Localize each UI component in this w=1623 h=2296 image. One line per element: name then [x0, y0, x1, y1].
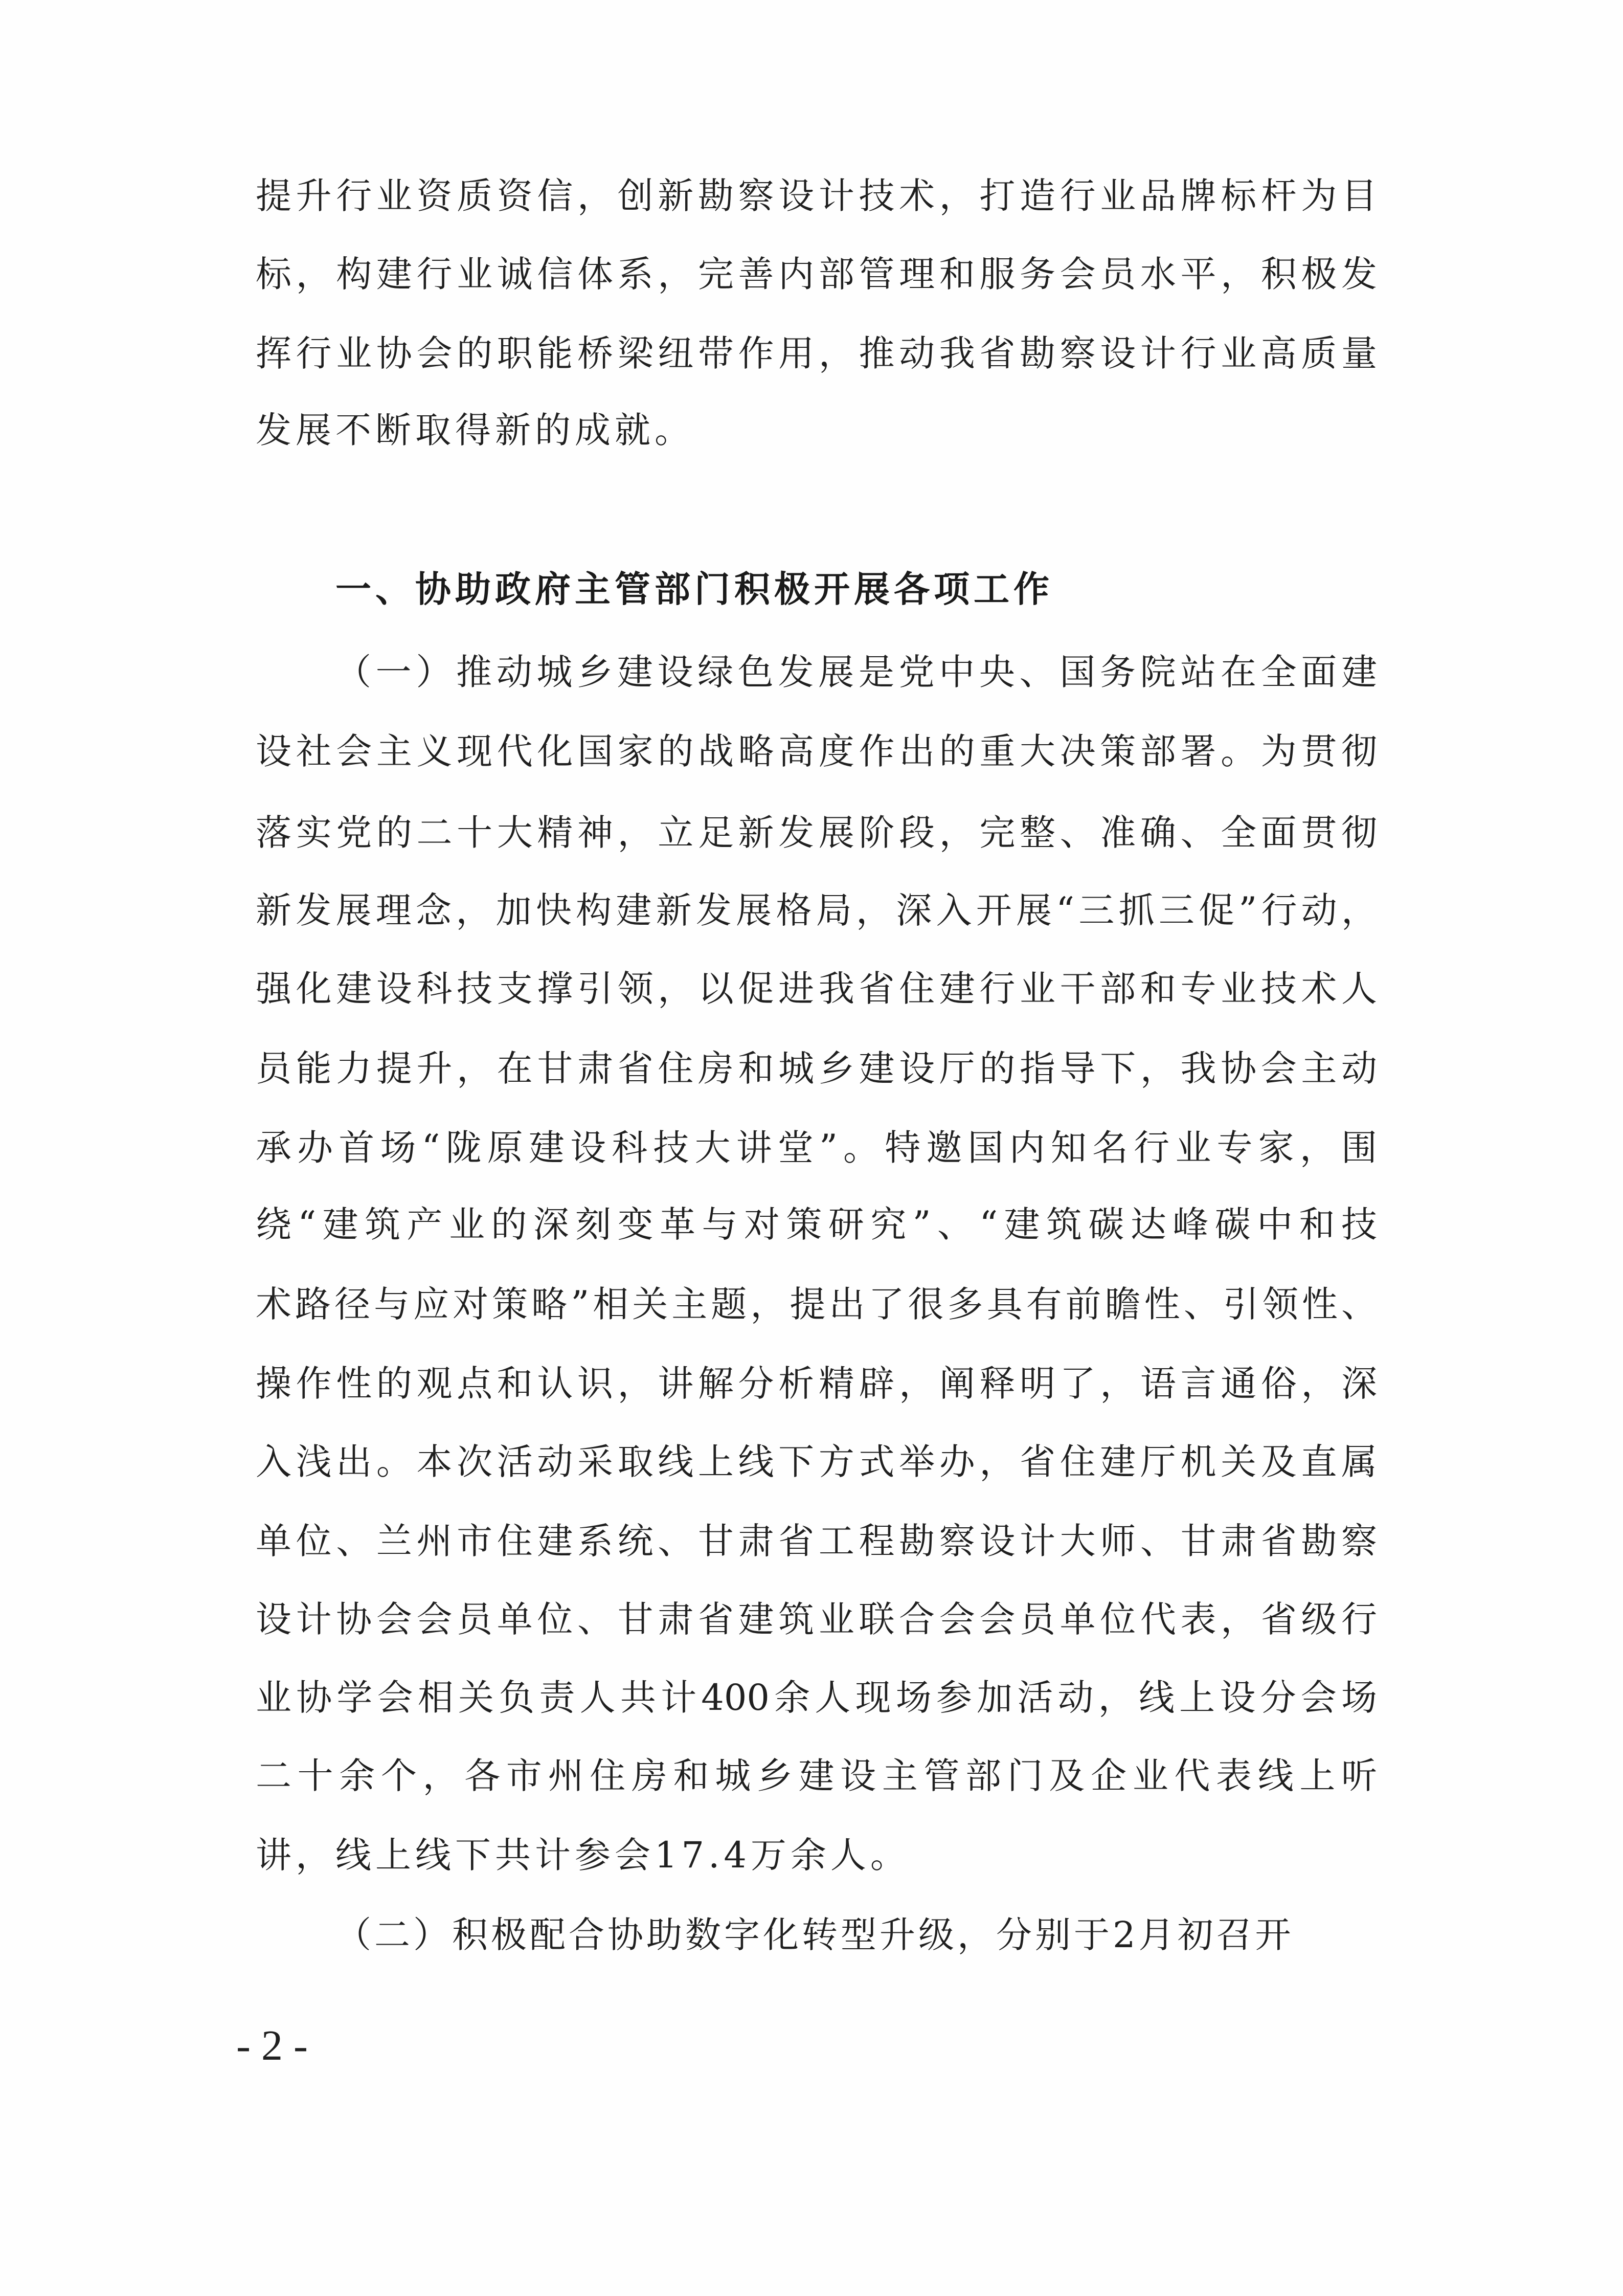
body-text-line: 标，构建行业诚信体系，完善内部管理和服务会员水平，积极发 — [256, 253, 1377, 295]
body-text-line: 操作性的观点和认识，讲解分析精辟，阐释明了，语言通俗，深 — [256, 1363, 1377, 1405]
body-text-line: 单位、兰州市住建系统、甘肃省工程勘察设计大师、甘肃省勘察 — [256, 1520, 1377, 1562]
body-text-line: 二十余个，各市州住房和城乡建设主管部门及企业代表线上听 — [256, 1755, 1377, 1797]
body-text-line: 员能力提升，在甘肃省住房和城乡建设厅的指导下，我协会主动 — [256, 1047, 1377, 1089]
body-text-line: 提升行业资质资信，创新勘察设计技术，打造行业品牌标杆为目 — [256, 175, 1377, 217]
body-text-line: 业协学会相关负责人共计400余人现场参加活动，线上设分会场 — [256, 1677, 1377, 1719]
body-text-line: 术路径与应对策略”相关主题，提出了很多具有前瞻性、引领性、 — [256, 1283, 1377, 1325]
body-text-line: 绕“建筑产业的深刻变革与对策研究”、“建筑碳达峰碳中和技 — [256, 1203, 1377, 1245]
body-text-line: （一）推动城乡建设绿色发展是党中央、国务院站在全面建 — [335, 651, 1377, 693]
body-text-line: 发展不断取得新的成就。 — [256, 409, 694, 451]
body-text-line: 落实党的二十大精神，立足新发展阶段，完整、准确、全面贯彻 — [256, 812, 1377, 854]
body-text-line: 设社会主义现代化国家的战略高度作出的重大决策部署。为贯彻 — [256, 730, 1377, 772]
body-text-line: 设计协会会员单位、甘肃省建筑业联合会会员单位代表，省级行 — [256, 1598, 1377, 1640]
page-number: - 2 - — [236, 2022, 308, 2069]
body-text-line: 新发展理念，加快构建新发展格局，深入开展“三抓三促”行动， — [256, 889, 1377, 931]
body-text-line: 讲，线上线下共计参会17.4万余人。 — [256, 1834, 910, 1876]
section-heading: 一、协助政府主管部门积极开展各项工作 — [335, 568, 1053, 610]
body-text-line: 强化建设科技支撑引领，以促进我省住建行业干部和专业技术人 — [256, 968, 1377, 1010]
body-text-line: 挥行业协会的职能桥梁纽带作用，推动我省勘察设计行业高质量 — [256, 332, 1377, 374]
body-text-line: （二）积极配合协助数字化转型升级，分别于2月初召开 — [335, 1914, 1294, 1956]
body-text-line: 入浅出。本次活动采取线上线下方式举办，省住建厅机关及直属 — [256, 1441, 1377, 1483]
body-text-line: 承办首场“陇原建设科技大讲堂”。特邀国内知名行业专家，围 — [256, 1127, 1377, 1169]
